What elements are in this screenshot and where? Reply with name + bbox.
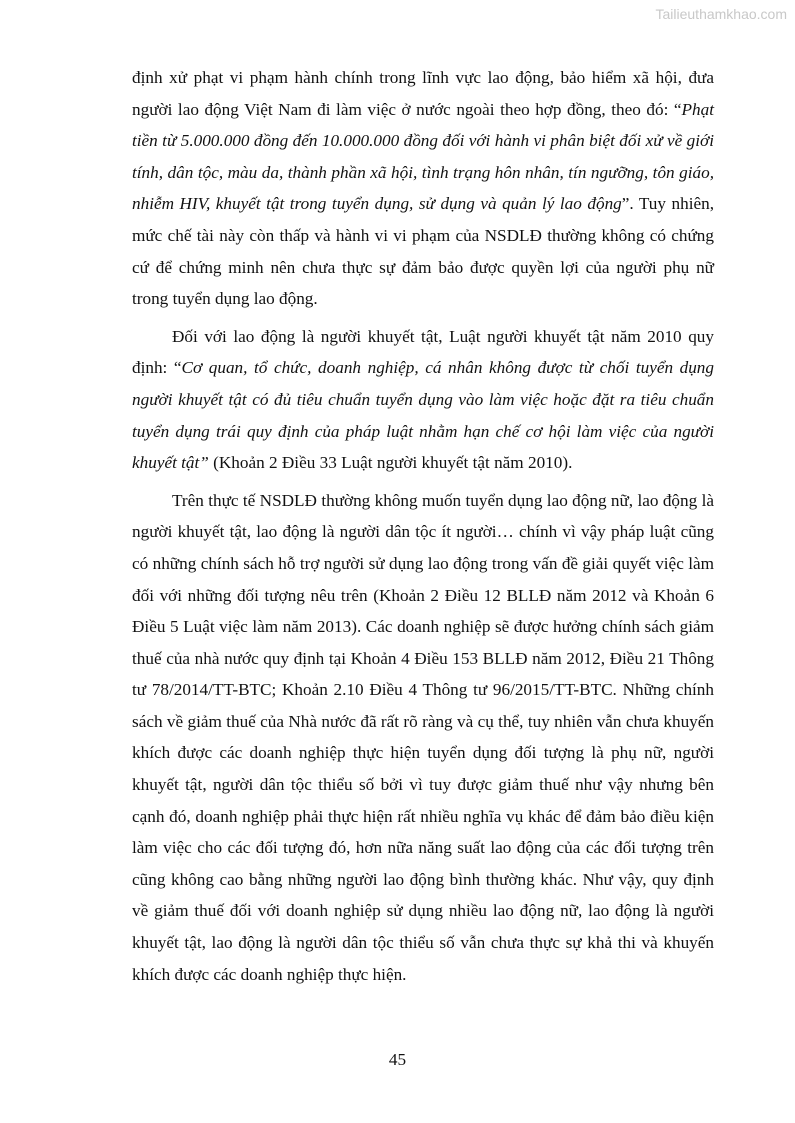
paragraph-1-text-end: ”. Tuy nhiên, mức chế tài này còn thấp và hành vi vi phạm của NSDLĐ thường không có chứng cứ để chứng minh nên chưa thực sự đảm bảo được quyền lợi của người phụ nữ trong tuyển dụng lao động. bbox=[132, 194, 714, 309]
paragraph-2 bbox=[132, 321, 714, 479]
paragraph-1 bbox=[132, 62, 714, 315]
paragraph-2-citation: (Khoản 2 Điều 33 Luật người khuyết tật năm 2010). bbox=[208, 453, 573, 473]
paragraph-1-text: định xử phạt vi phạm hành chính trong lĩnh vực lao động, bảo hiểm xã hội, đưa người lao động Việt Nam đi làm việc ở nước ngoài theo hợp đồng, theo đó: “ bbox=[132, 68, 714, 119]
paragraph-2-text: Đối với lao động là người khuyết tật, Luật người khuyết tật năm 2010 quy định: “ bbox=[132, 326, 714, 378]
page-number: 45 bbox=[388, 1050, 407, 1069]
paragraph-1-quote: Phạt tiền từ 5.000.000 đồng đến 10.000.000 đồng đối với hành vi phân biệt đối xử về giới tính, dân tộc, màu da, thành phần xã hội, tình trạng hôn nhân, tín ngưỡng, tôn giáo, nhiễm HIV, khuyết tật trong tuyển dụng, sử dụng và quản lý lao động bbox=[132, 99, 714, 214]
watermark-text: Tailieuthamkhao.com bbox=[655, 6, 787, 22]
document-body bbox=[132, 62, 714, 996]
paragraph-3-text: Trên thực tế NSDLĐ thường không muốn tuyển dụng lao động nữ, lao động là người khuyết tật, lao động là người dân tộc ít người… chính vì vậy pháp luật cũng có những chính sách hỗ trợ người sử dụng lao động trong vấn đề giải quyết việc làm đối với những đối tượng nêu trên (Khoản 2 Điều 12 BLLĐ năm 2012 và Khoản 6 Điều 5 Luật việc làm năm 2013). Các doanh nghiệp sẽ được hưởng chính sách giảm thuế của nhà nước quy định tại Khoản 4 Điều 153 BLLĐ năm 2012, Điều 21 Thông tư 78/2014/TT-BTC; Khoản 2.10 Điều 4 Thông tư 96/2015/TT-BTC. Những chính sách về giảm thuế của Nhà nước đã rất rõ ràng và cụ thể, tuy nhiên vẫn chưa khuyến khích được các doanh nghiệp thực hiện tuyển dụng đối tượng là phụ nữ, người khuyết tật, người dân tộc thiểu số bởi vì tuy được giảm thuế như vậy nhưng bên cạnh đó, doanh nghiệp phải thực hiện rất nhiều nghĩa vụ khác để đảm bảo điều kiện làm việc cho các đối tượng đó, hơn nữa năng suất lao động của các đối tượng trên cũng không cao bằng những người lao động bình thường khác. Như vậy, quy định về giảm thuế đối với doanh nghiệp sử dụng nhiều lao động nữ, lao động là người khuyết tật, lao động là người dân tộc thiểu số vẫn chưa thực sự khả thi và khuyến khích được các doanh nghiệp thực hiện. bbox=[132, 490, 714, 984]
paragraph-3 bbox=[132, 485, 714, 991]
paragraph-2-quote: Cơ quan, tổ chức, doanh nghiệp, cá nhân không được từ chối tuyển dụng người khuyết tật có đủ tiêu chuẩn tuyển dụng vào làm việc hoặc đặt ra tiêu chuẩn tuyển dụng trái quy định của pháp luật nhằm hạn chế cơ hội làm việc của người khuyết tật” bbox=[132, 358, 714, 473]
